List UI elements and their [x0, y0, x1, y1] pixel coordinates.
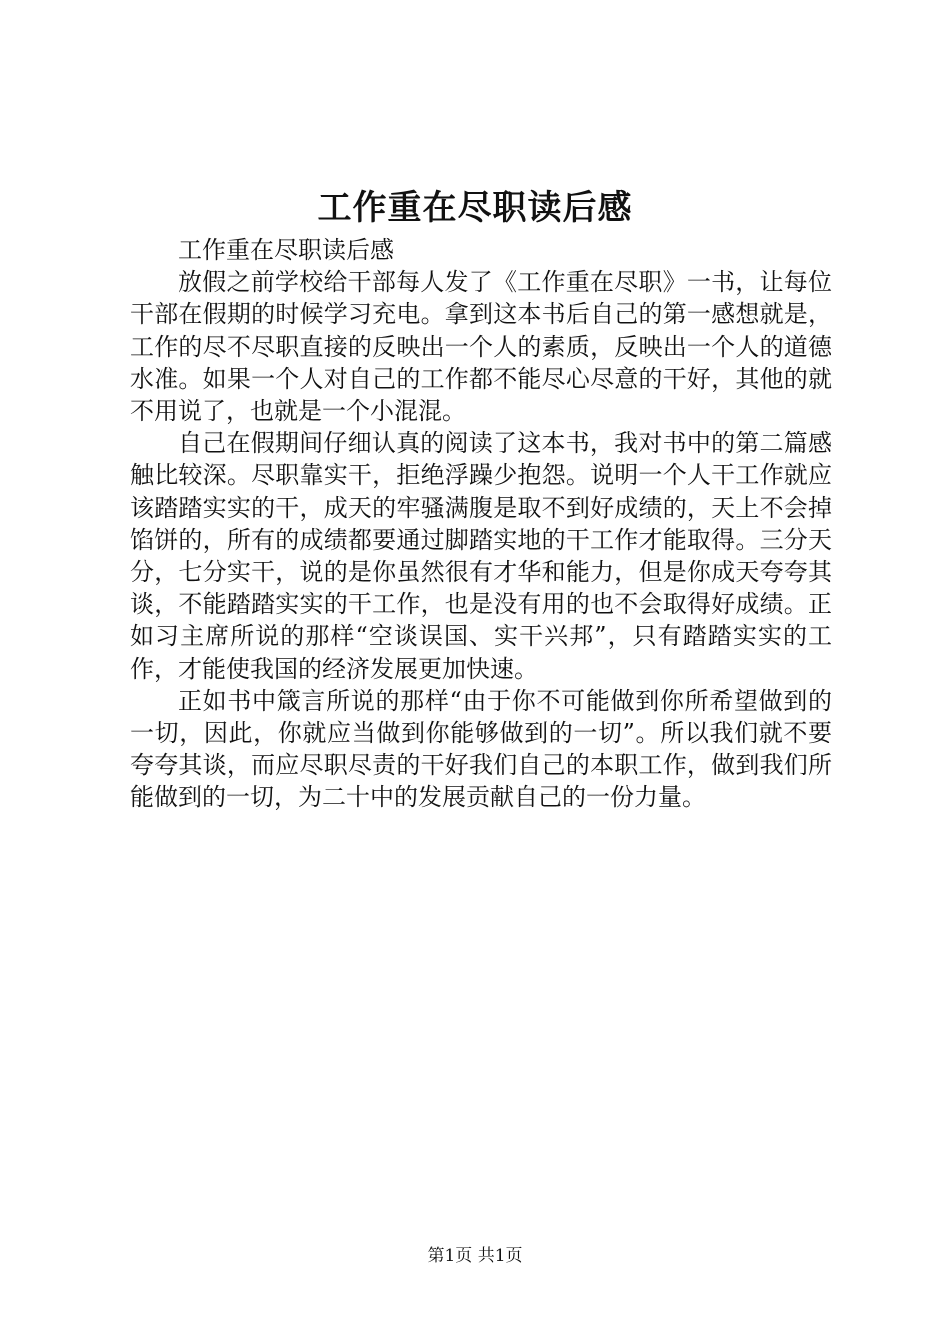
paragraph-3: 正如书中箴言所说的那样“由于你不可能做到你所希望做到的一切，因此，你就应当做到你能够做到的一切”。所以我们就不要夸夸其谈，而应尽职尽责的干好我们自己的本职工作，做到我们所能做到的一切，为二十中的发展贡献自己的一份力量。 — [130, 686, 832, 812]
paragraph-2: 自己在假期间仔细认真的阅读了这本书，我对书中的第二篇感触比较深。尽职靠实干，拒绝浮躁少抱怨。说明一个人干工作就应该踏踏实实的干，成天的牢骚满腹是取不到好成绩的，天上不会掉馅饼的，所有的成绩都要通过脚踏实地的干工作才能取得。三分天分，七分实干，说的是你虽然很有才华和能力，但是你成天夸夸其谈，不能踏踏实实的干工作，也是没有用的也不会取得好成绩。正如习主席所说的那样“空谈误国、实干兴邦”，只有踏踏实实的工作，才能使我国的经济发展更加快速。 — [130, 429, 832, 683]
document-body — [130, 234, 832, 814]
page-footer: 第1页 共1页 — [427, 1246, 523, 1266]
paragraph-subtitle: 工作重在尽职读后感 — [178, 236, 394, 264]
page-title: 工作重在尽职读后感 — [317, 188, 633, 228]
paragraph-1: 放假之前学校给干部每人发了《工作重在尽职》一书，让每位干部在假期的时候学习充电。拿到这本书后自己的第一感想就是，工作的尽不尽职直接的反映出一个人的素质，反映出一个人的道德水准。如果一个人对自己的工作都不能尽心尽意的干好，其他的就不用说了，也就是一个小混混。 — [130, 268, 832, 426]
